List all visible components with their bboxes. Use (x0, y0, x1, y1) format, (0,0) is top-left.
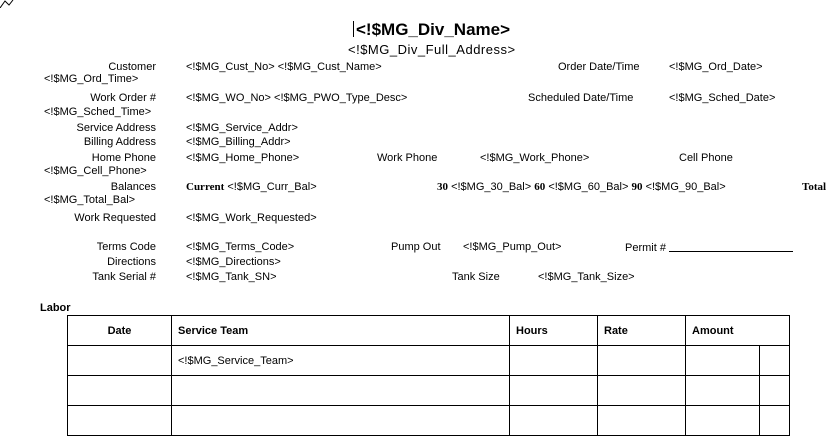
permit-blank-line (669, 241, 793, 252)
service-team-cell (172, 376, 510, 406)
total-value: <!$MG_Total_Bal> (44, 194, 136, 206)
service-team-cell (172, 406, 510, 436)
pump-out-label: Pump Out (391, 241, 441, 253)
amount-cell (686, 406, 760, 436)
hours-column-header: Hours (510, 316, 598, 346)
cell-phone-label: Cell Phone (679, 152, 733, 164)
scheduled-time-value: <!$MG_Sched_Time> (44, 106, 152, 118)
balances-label: Balances (110, 181, 156, 193)
service-team-cell: <!$MG_Service_Team> (172, 346, 510, 376)
order-date-label: Order Date/Time (558, 61, 640, 73)
work-phone-label: Work Phone (377, 152, 438, 164)
billing-address-label: Billing Address (83, 136, 156, 148)
order-date-value: <!$MG_Ord_Date> (669, 61, 763, 73)
amount-extra-cell (760, 376, 790, 406)
scheduled-date-value: <!$MG_Sched_Date> (669, 92, 776, 104)
directions-value: <!$MG_Directions> (186, 256, 281, 268)
scheduled-label: Scheduled Date/Time (528, 92, 634, 104)
labor-table (67, 315, 790, 436)
rate-cell (598, 406, 686, 436)
rate-cell (598, 346, 686, 376)
date-cell (68, 346, 172, 376)
home-phone-label: Home Phone (91, 152, 156, 164)
service-address-label: Service Address (76, 122, 156, 134)
customer-values: <!$MG_Cust_No> <!$MG_Cust_Name> (186, 61, 382, 73)
labor-header-row (68, 316, 790, 346)
work-order-label: Work Order # (90, 92, 156, 104)
total-label: Total (802, 181, 827, 193)
service-address-value: <!$MG_Service_Addr> (186, 122, 298, 134)
bal90-value: <!$MG_90_Bal> (645, 181, 726, 193)
hours-cell (510, 376, 598, 406)
terms-code-label: Terms Code (96, 241, 156, 253)
date-column-header: Date (68, 316, 172, 346)
hours-cell (510, 346, 598, 376)
date-cell (68, 376, 172, 406)
aging-balances (437, 181, 726, 194)
billing-address-value: <!$MG_Billing_Addr> (186, 136, 291, 148)
terms-code-value: <!$MG_Terms_Code> (186, 241, 295, 253)
labor-section-label: Labor (40, 302, 71, 314)
home-phone-value: <!$MG_Home_Phone> (186, 152, 300, 164)
current-label: Current (186, 181, 225, 193)
hours-cell (510, 406, 598, 436)
current-balance (186, 181, 317, 194)
order-time-value: <!$MG_Ord_Time> (44, 73, 139, 85)
bal60-label: 60 (534, 181, 546, 193)
division-name-text: <!$MG_Div_Name> (356, 20, 511, 39)
directions-label: Directions (107, 256, 156, 268)
division-address: <!$MG_Div_Full_Address> (348, 42, 516, 57)
pump-out-value: <!$MG_Pump_Out> (463, 241, 562, 253)
rate-column-header: Rate (598, 316, 686, 346)
amount-cell (686, 376, 760, 406)
amount-cell (686, 346, 760, 376)
work-requested-label: Work Requested (74, 212, 156, 224)
permit-field (625, 241, 793, 255)
table-row (68, 346, 790, 376)
corner-mark-icon (0, 0, 14, 8)
work-order-values: <!$MG_WO_No> <!$MG_PWO_Type_Desc> (186, 92, 408, 104)
table-row (68, 376, 790, 406)
current-value: <!$MG_Curr_Bal> (227, 181, 317, 193)
permit-label: Permit # (625, 242, 666, 254)
cell-phone-value: <!$MG_Cell_Phone> (44, 165, 147, 177)
bal30-value: <!$MG_30_Bal> (451, 181, 532, 193)
amount-extra-cell (760, 406, 790, 436)
tank-serial-label: Tank Serial # (92, 271, 156, 283)
table-row (68, 406, 790, 436)
bal60-value: <!$MG_60_Bal> (548, 181, 629, 193)
bal90-label: 90 (631, 181, 643, 193)
tank-serial-value: <!$MG_Tank_SN> (186, 271, 277, 283)
service-team-column-header: Service Team (172, 316, 510, 346)
date-cell (68, 406, 172, 436)
customer-label: Customer (108, 61, 156, 73)
bal30-label: 30 (437, 181, 448, 193)
tank-size-label: Tank Size (452, 271, 500, 283)
rate-cell (598, 376, 686, 406)
amount-extra-cell (760, 346, 790, 376)
text-cursor (353, 21, 354, 37)
work-phone-value: <!$MG_Work_Phone> (480, 152, 590, 164)
division-name (353, 20, 510, 40)
tank-size-value: <!$MG_Tank_Size> (538, 271, 635, 283)
amount-column-header: Amount (686, 316, 790, 346)
work-requested-value: <!$MG_Work_Requested> (186, 212, 317, 224)
